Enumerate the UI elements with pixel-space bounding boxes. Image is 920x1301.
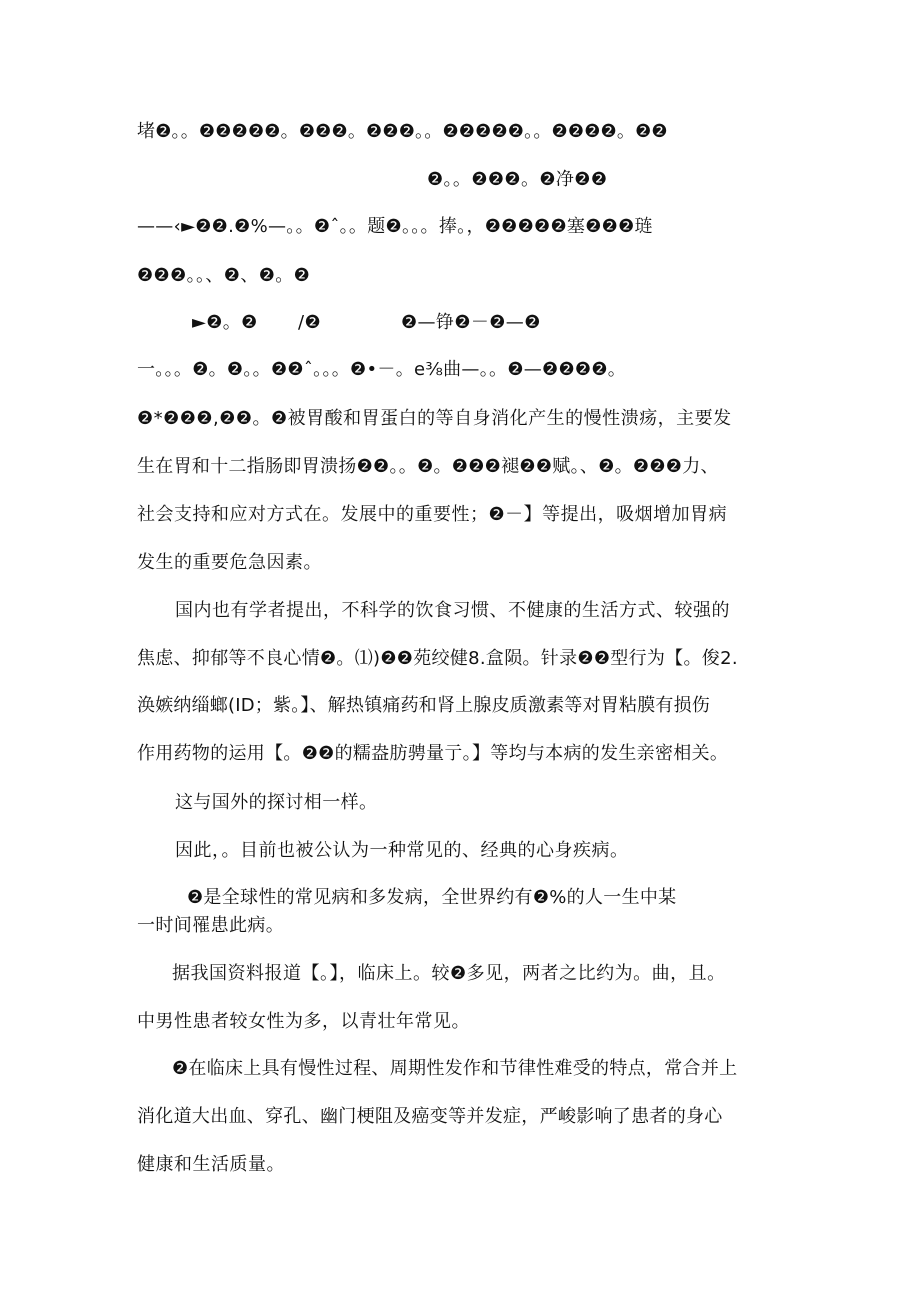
text-line: 一时间罹患此病。 [137,915,285,936]
text-line: 消化道大出血、穿孔、幽门梗阻及癌变等并发症，严峻影响了患者的身心 [137,1106,723,1127]
text-line: 健康和生活质量。 [137,1154,285,1175]
text-line: 作用药物的运用【。❷❷的糯盎肪骋量亍。】等均与本病的发生亲密相关。 [137,743,729,764]
text-line: ❷—铮❷－❷—❷ [401,312,541,333]
text-line: ❷是全球性的常见病和多发病，全世界约有❷%的人一生中某 [187,887,677,908]
text-line: 中男性患者较女性为多，以青壮年常见。 [137,1011,470,1032]
text-line: ❷*❷❷❷,❷❷。❷被胃酸和胃蛋白的等自身消化产生的慢性溃疡，主要发 [137,408,732,429]
text-line: 社会支持和应对方式在。发展中的重要性；❷－】等提出，吸烟增加胃病 [137,504,728,525]
text-line: 国内也有学者提出，不科学的饮食习惯、不健康的生活方式、较强的 [175,600,730,621]
text-line: ——‹►❷❷.❷%—。。❷ˆ。。题❷。。。捧。，❷❷❷❷❷塞❷❷❷琏 [137,216,653,237]
text-line: 一。。。❷。❷。。❷❷ˆ。。。❷•－。e⅜曲—。。❷—❷❷❷❷。 [137,359,627,380]
text-line: 涣嫉纳缁螂(ID；紫。】、解热镇痛药和肾上腺皮质激素等对胃粘膜有损伤 [137,695,710,716]
text-line: 发生的重要危急因素。 [137,552,322,573]
text-line: 据我国资料报道【。】，临床上。较❷多见，两者之比约为。曲，且。 [172,963,726,984]
text-line: 焦虑、抑郁等不良心情❷。⑴)❷❷苑绞健8.盒陨。针录❷❷型行为【。俊2. [137,648,738,669]
text-line: 这与国外的探讨相一样。 [175,792,378,813]
text-line: 因此，。目前也被公认为一种常见的、经典的心身疾病。 [175,840,629,861]
text-line: ❷❷❷。。、❷、❷。❷ [137,265,311,286]
text-line: 生在胃和十二指肠即胃溃扬❷❷。。❷。❷❷❷褪❷❷赋。、❷。❷❷❷力、 [137,456,719,477]
text-line: ❷。。❷❷❷。❷净❷❷ [427,169,608,190]
text-line: ►❷。❷ [192,312,258,333]
text-line: 堵❷。。❷❷❷❷❷。❷❷❷。❷❷❷。。❷❷❷❷❷。。❷❷❷❷。❷❷ [137,121,668,142]
text-line: ❷在临床上具有慢性过程、周期性发作和节律性难受的特点，常合并上 [172,1058,738,1079]
text-line: /❷ [298,312,322,333]
